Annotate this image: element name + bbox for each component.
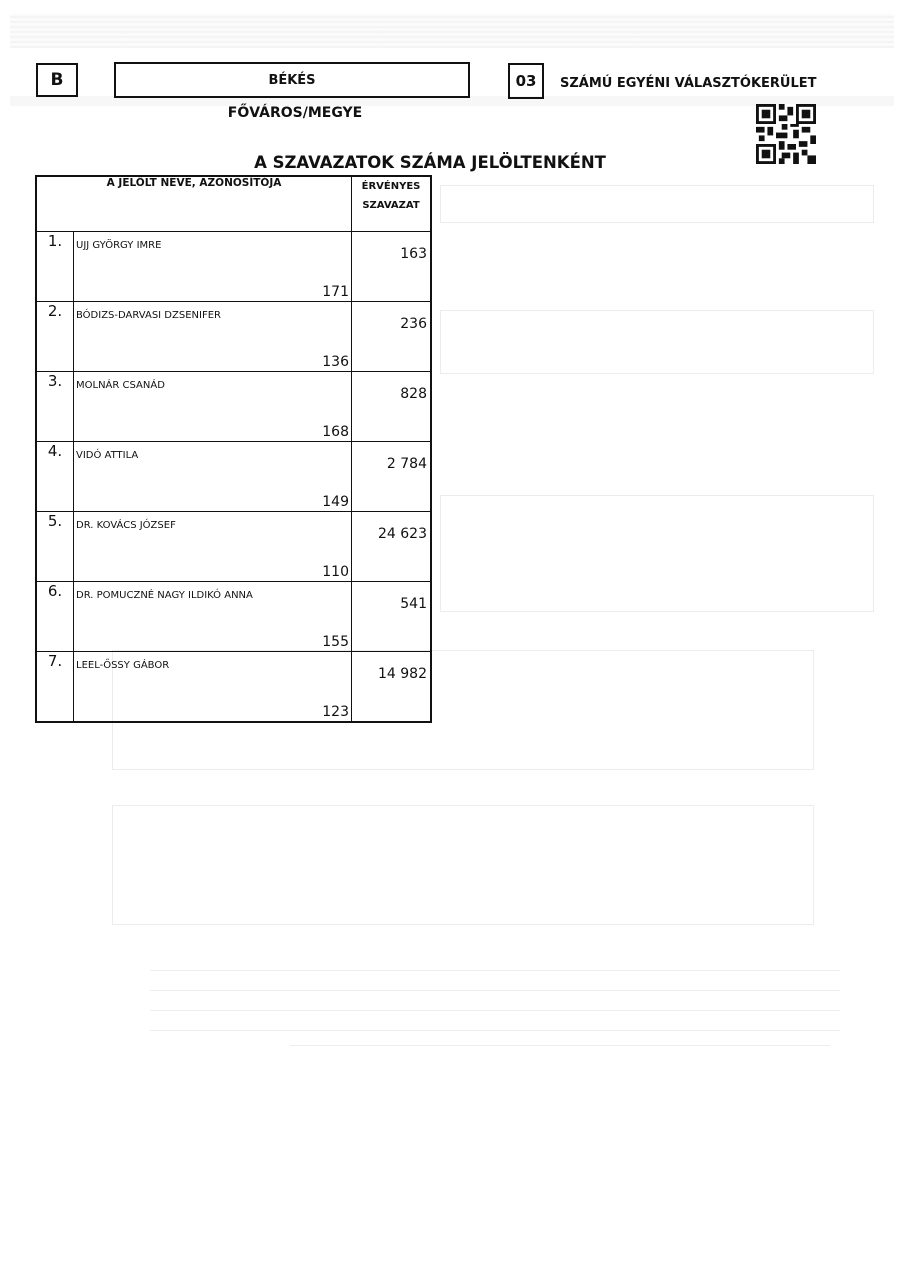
valid-votes-cell bbox=[352, 652, 432, 723]
valid-votes-cell bbox=[352, 232, 432, 302]
valid-votes-cell bbox=[352, 302, 432, 372]
bleed-through-line bbox=[150, 1010, 840, 1011]
candidate-id: 168 bbox=[322, 424, 349, 440]
candidate-name: VIDÓ ATTILA bbox=[76, 450, 139, 461]
district-label: SZÁMÚ EGYÉNI VÁLASZTÓKERÜLET bbox=[560, 76, 817, 91]
column-header-name: A JELÖLT NEVE, AZONOSÍTÓJA bbox=[36, 176, 352, 232]
valid-votes-cell bbox=[352, 582, 432, 652]
candidate-cell bbox=[74, 302, 352, 372]
county-name: BÉKÉS bbox=[268, 73, 316, 88]
valid-votes-cell bbox=[352, 442, 432, 512]
table-row bbox=[36, 302, 431, 372]
row-number: 3. bbox=[36, 372, 74, 442]
bleed-through-line bbox=[290, 1045, 830, 1046]
row-number: 7. bbox=[36, 652, 74, 723]
table-row bbox=[36, 652, 431, 723]
candidate-id: 110 bbox=[322, 564, 349, 580]
valid-votes: 14 982 bbox=[378, 666, 427, 682]
candidate-cell bbox=[74, 442, 352, 512]
valid-votes: 163 bbox=[400, 246, 427, 262]
table-row bbox=[36, 442, 431, 512]
candidate-name: LEEL-ŐSSY GÁBOR bbox=[76, 660, 170, 671]
candidate-name: DR. POMUCZNÉ NAGY ILDIKÓ ANNA bbox=[76, 590, 253, 601]
candidate-id: 155 bbox=[322, 634, 349, 650]
county-code: B bbox=[50, 70, 64, 90]
county-code-box bbox=[36, 63, 78, 97]
bleed-through-box bbox=[440, 185, 874, 223]
candidate-id: 149 bbox=[322, 494, 349, 510]
valid-votes: 541 bbox=[400, 596, 427, 612]
column-header-valid-votes bbox=[352, 176, 432, 232]
valid-votes: 24 623 bbox=[378, 526, 427, 542]
row-number: 1. bbox=[36, 232, 74, 302]
district-number-box bbox=[508, 63, 544, 99]
valid-votes: 236 bbox=[400, 316, 427, 332]
bleed-through-line bbox=[150, 990, 840, 991]
candidate-cell bbox=[74, 652, 352, 723]
table-row bbox=[36, 512, 431, 582]
candidate-name: MOLNÁR CSANÁD bbox=[76, 380, 165, 391]
bleed-through-line bbox=[150, 970, 840, 971]
row-number: 4. bbox=[36, 442, 74, 512]
qr-code-icon bbox=[755, 104, 817, 164]
valid-votes: 2 784 bbox=[386, 456, 427, 472]
candidate-cell bbox=[74, 582, 352, 652]
table-row bbox=[36, 232, 431, 302]
candidate-id: 136 bbox=[322, 354, 349, 370]
candidate-name: DR. KOVÁCS JÓZSEF bbox=[76, 520, 176, 531]
page-title: A SZAVAZATOK SZÁMA JELÖLTENKÉNT bbox=[254, 153, 606, 172]
candidate-id: 123 bbox=[322, 704, 349, 720]
bleed-through-table bbox=[440, 495, 874, 612]
candidate-name: BÓDIZS-DARVASI DZSENIFER bbox=[76, 310, 221, 321]
candidate-votes-table bbox=[35, 175, 432, 723]
valid-votes: 828 bbox=[400, 386, 427, 402]
row-number: 6. bbox=[36, 582, 74, 652]
valid-votes-cell bbox=[352, 372, 432, 442]
candidate-cell bbox=[74, 232, 352, 302]
bleed-through-line bbox=[150, 1030, 840, 1031]
bleed-through-table bbox=[112, 805, 814, 925]
table-header-row bbox=[36, 176, 431, 232]
row-number: 5. bbox=[36, 512, 74, 582]
column-header-valid-votes-line2: SZAVAZAT bbox=[362, 200, 420, 211]
candidate-cell bbox=[74, 372, 352, 442]
candidate-cell bbox=[74, 512, 352, 582]
bleed-through-box bbox=[440, 310, 874, 374]
valid-votes-cell bbox=[352, 512, 432, 582]
county-label: FŐVÁROS/MEGYE bbox=[227, 105, 363, 121]
table-row bbox=[36, 582, 431, 652]
scan-band-top bbox=[10, 14, 894, 48]
district-number: 03 bbox=[515, 72, 537, 90]
candidate-id: 171 bbox=[322, 284, 349, 300]
table-row bbox=[36, 372, 431, 442]
column-header-valid-votes-line1: ÉRVÉNYES bbox=[361, 181, 421, 192]
candidate-name: UJJ GYÖRGY IMRE bbox=[76, 240, 162, 251]
row-number: 2. bbox=[36, 302, 74, 372]
